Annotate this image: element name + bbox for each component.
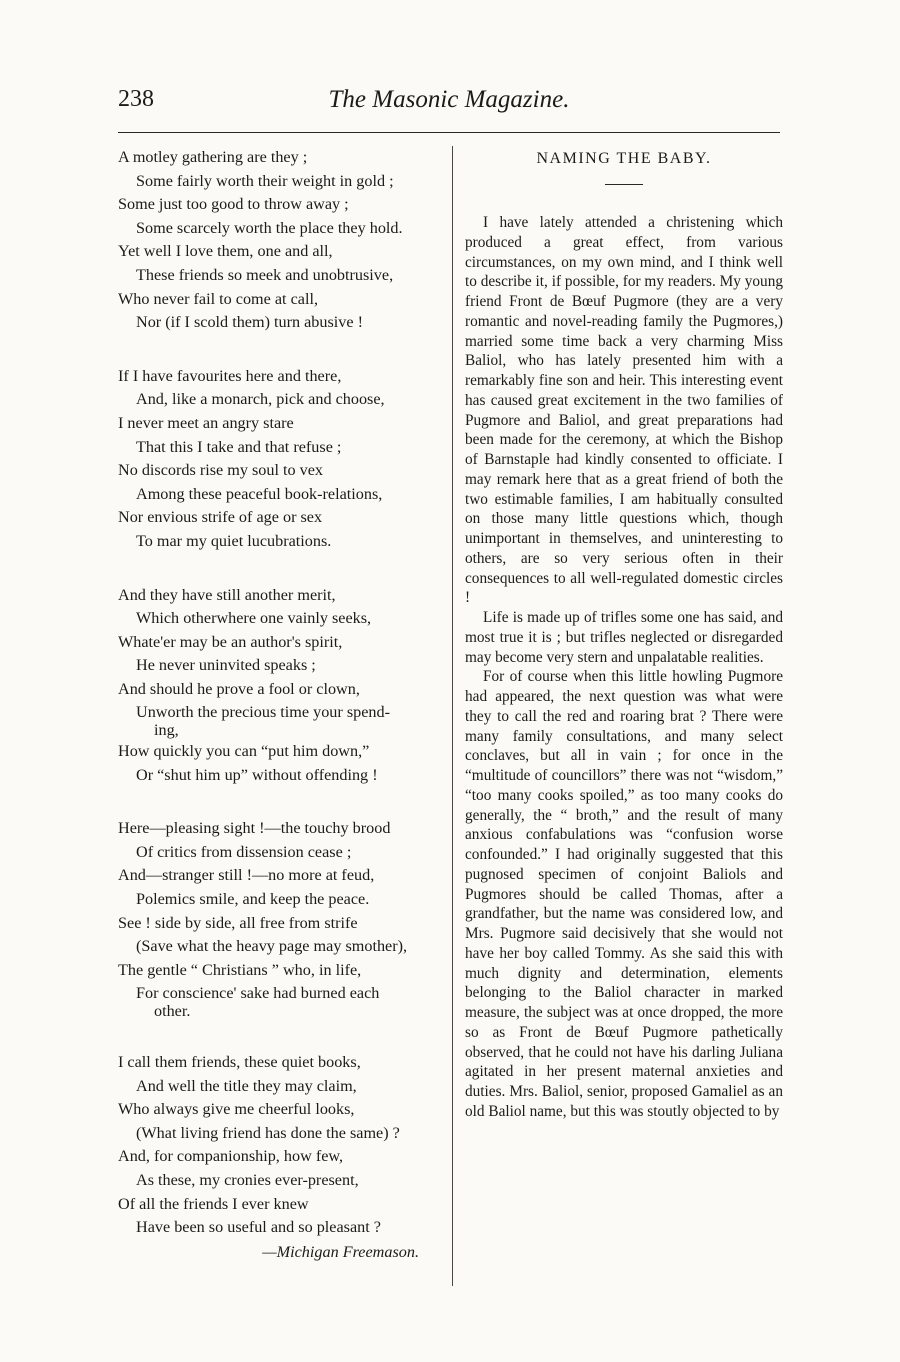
page-header bbox=[118, 86, 780, 126]
page-number: 238 bbox=[118, 86, 154, 112]
article-paragraph: For of course when this little howling Pugmore had appeared, the next question was what were they to call the red and roaring brat ? There were many family consultations, and many select conclaves, but all in vain ; for once in the “multitude of councillors” there was not “wisdom,” “too many cooks spoiled,” as too many cooks do generally, the “ broth,” and the result of many anxious confabulations was “confusion worse confounded.” I had originally suggested that this pugnosed specimen of conjoint Baliols and Pugmores should be called Thomas, after a grandfather, but the name was considered low, and Mrs. Pugmore said decisively that she would not have her boy called Tommy. As she said this with much dignity and determination, elements belonging to the Baliol character in marked measure, the subject was at once dropped, the more so as Front de Bœuf Pugmore pathetically observed, that he could not have his darling Juliana agitated in her present maternal anxieties and duties. Mrs. Baliol, senior, proposed Gamaliel as an old Baliol name, but this was stoutly objected to by bbox=[465, 668, 783, 1120]
poem-line: Some scarcely worth the place they hold. bbox=[136, 218, 403, 237]
poem-line: If I have favourites here and there, bbox=[118, 366, 342, 385]
article-column bbox=[465, 146, 783, 1122]
poem-line: How quickly you can “put him down,” bbox=[118, 742, 370, 761]
poem-line: And, like a monarch, pick and choose, bbox=[136, 390, 385, 409]
column-divider bbox=[452, 146, 453, 1286]
poem-line: And they have still another merit, bbox=[118, 585, 336, 604]
poem-line: To mar my quiet lucubrations. bbox=[136, 531, 332, 550]
poem-line: No discords rise my soul to vex bbox=[118, 461, 324, 480]
article-title: NAMING THE BABY. bbox=[536, 150, 712, 167]
poem-line: Or “shut him up” without offending ! bbox=[136, 765, 378, 784]
stanza bbox=[118, 1051, 443, 1240]
poem-line: Of all the friends I ever knew bbox=[118, 1194, 309, 1213]
article-paragraph: Life is made up of trifles some one has said, and most true it is ; but trifles neglected or disregarded may become very stern and unpalatable realities. bbox=[465, 609, 783, 666]
running-title: The Masonic Magazine. bbox=[328, 86, 570, 113]
poem-line: (Save what the heavy page may smother), bbox=[136, 937, 408, 956]
poem-line: Which otherwhere one vainly seeks, bbox=[136, 609, 372, 628]
stanza bbox=[118, 146, 443, 335]
poem-line: These friends so meek and unobtrusive, bbox=[136, 265, 394, 284]
poem-line: Polemics smile, and keep the peace. bbox=[136, 890, 370, 909]
poem-line: Whate'er may be an author's spirit, bbox=[118, 632, 343, 651]
poem-attribution: —Michigan Freemason. bbox=[262, 1242, 419, 1261]
article-paragraph: I have lately attended a christening which produced a great effect, from various circumstances, on my own mind, and I think well to describe it, if possible, for my readers. My young friend Front de Bœuf Pugmore (they are a very romantic and novel-reading family the Pugmores,) married some time back a very charming Miss Baliol, who has lately presented him with a remarkably fine son and heir. This interesting event has caused great excitement in the two families of Pugmore and Baliol, and great preparations had been made for the ceremony, at which the Bishop of Barnstaple had kindly consented to officiate. I may remark here that as a great friend of both the two estimable families, I am habitually consulted on those many little questions which, though unimportant in themselves, and uninteresting to others, are so very serious often in their consequences to all well-regulated domestic circles ! bbox=[465, 214, 783, 607]
poem-line: And well the title they may claim, bbox=[136, 1076, 357, 1095]
poem-line: Some fairly worth their weight in gold ; bbox=[136, 171, 394, 190]
poem-line: Have been so useful and so pleasant ? bbox=[136, 1218, 381, 1237]
poem-column bbox=[118, 146, 443, 1264]
poem-line: ing, bbox=[154, 721, 179, 740]
poem-line: Among these peaceful book-relations, bbox=[136, 484, 383, 503]
poem-line: See ! side by side, all free from strife bbox=[118, 913, 358, 932]
poem-line: Who never fail to come at call, bbox=[118, 289, 319, 308]
poem-line: As these, my cronies ever-present, bbox=[136, 1170, 359, 1189]
title-rule bbox=[605, 184, 643, 185]
poem-line: Yet well I love them, one and all, bbox=[118, 242, 333, 261]
poem-line: I call them friends, these quiet books, bbox=[118, 1053, 361, 1071]
poem-line: That this I take and that refuse ; bbox=[136, 437, 342, 456]
poem-line: (What living friend has done the same) ? bbox=[136, 1123, 400, 1142]
poem-line: Who always give me cheerful looks, bbox=[118, 1100, 355, 1119]
stanza bbox=[118, 584, 443, 788]
poem-line: Unworth the precious time your spend- bbox=[136, 703, 390, 722]
poem-line: The gentle “ Christians ” who, in life, bbox=[118, 960, 362, 979]
poem-line: Some just too good to throw away ; bbox=[118, 195, 349, 214]
header-rule bbox=[118, 132, 780, 133]
poem-line: Nor (if I scold them) turn abusive ! bbox=[136, 313, 364, 332]
poem-line: Nor envious strife of age or sex bbox=[118, 508, 323, 527]
poem-line: And should he prove a fool or clown, bbox=[118, 679, 360, 698]
poem-line: And, for companionship, how few, bbox=[118, 1147, 344, 1166]
stanza bbox=[118, 365, 443, 554]
poem-line: Of critics from dissension cease ; bbox=[136, 842, 352, 861]
poem-line: For conscience' sake had burned each bbox=[136, 984, 380, 1003]
poem-line: He never uninvited speaks ; bbox=[136, 656, 316, 675]
poem-line: I never meet an angry stare bbox=[118, 413, 294, 432]
poem-line: other. bbox=[154, 1002, 191, 1020]
stanza bbox=[118, 817, 443, 1021]
poem-line: Here—pleasing sight !—the touchy brood bbox=[118, 819, 391, 838]
poem-line: And—stranger still !—no more at feud, bbox=[118, 866, 375, 885]
poem-line: A motley gathering are they ; bbox=[118, 148, 308, 166]
